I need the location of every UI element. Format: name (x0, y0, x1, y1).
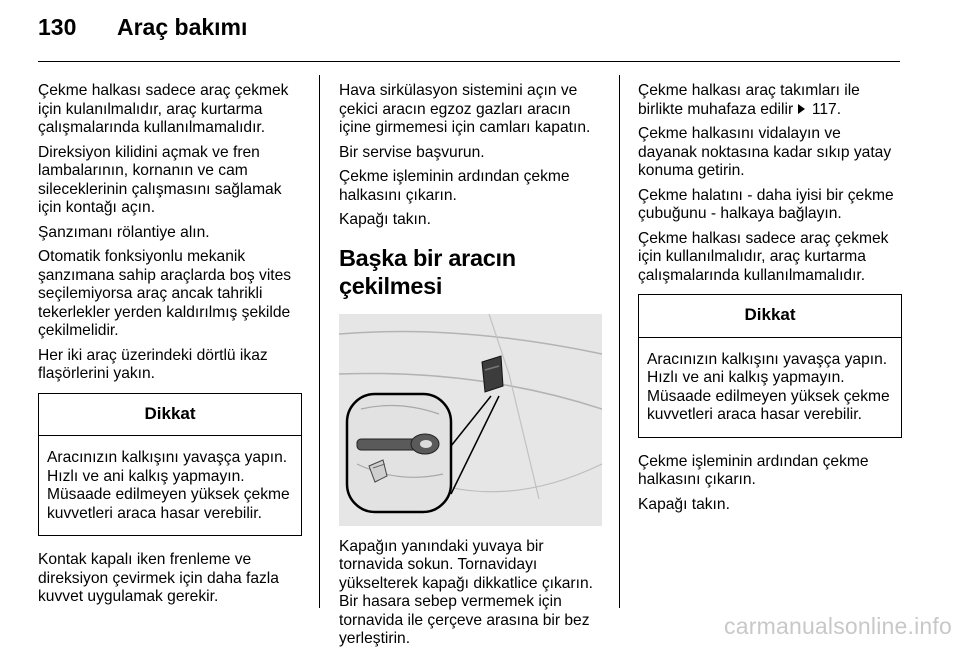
paragraph (638, 82, 902, 119)
page-title: Araç bakımı (117, 14, 248, 40)
column-1 (38, 82, 302, 613)
paragraph: Bir servise başvurun. (339, 143, 485, 161)
caution-notice (38, 393, 302, 537)
page-number: 130 (38, 14, 77, 40)
paragraph: Çekme işleminin ardından çekme halkasını çıkarın. (638, 452, 869, 488)
towing-eye-illustration (339, 314, 602, 526)
column-3 (638, 82, 902, 520)
paragraph: Çekme işleminin ardından çekme halkasını çıkarın. (339, 168, 570, 204)
caution-notice (638, 294, 902, 438)
column-divider-1 (319, 75, 320, 608)
column-divider-2 (619, 75, 620, 608)
paragraph: Kontak kapalı iken frenleme ve direksiyon çevirmek için daha fazla kuvvet uygulamak gerekir. (38, 551, 279, 605)
paragraph: Otomatik fonksiyonlu mekanik şanzımana sahip araçlarda boş vites seçilemiyorsa araç ancak tahrikli tekerlekler yerden kaldırılmış şekilde çekilmelidir. (38, 248, 292, 339)
paragraph: Çekme halkası sadece araç çekmek için kulanılmalıdır, araç kurtarma çalışmalarında kullanılmamalıdır. (38, 82, 289, 136)
notice-body: Aracınızın kalkışını yavaşça yapın. Hızlı ve ani kalkış yapmayın. Müsaade edilmeyen yüksek çekme kuvvetleri araca hasar verebilir. (47, 449, 290, 522)
watermark: carmanualsonline.info (724, 613, 952, 639)
header-divider (38, 61, 900, 62)
paragraph: Çekme halkasını vidalayın ve dayanak noktasına kadar sıkıp yatay konuma getirin. (638, 125, 892, 179)
notice-body: Aracınızın kalkışını yavaşça yapın. Hızlı ve ani kalkış yapmayın. Müsaade edilmeyen yüksek çekme kuvvetleri araca hasar verebilir. (647, 350, 890, 423)
towing-eye-figure (339, 314, 602, 526)
page-reference-icon (798, 104, 805, 114)
paragraph: Her iki araç üzerindeki dörtlü ikaz flaşörlerini yakın. (38, 346, 268, 382)
paragraph: Şanzımanı rölantiye alın. (38, 223, 210, 241)
notice-heading: Dikkat (639, 295, 901, 338)
notice-heading: Dikkat (39, 394, 301, 437)
column-2 (339, 82, 605, 655)
paragraph: Hava sirkülasyon sistemini açın ve çekici aracın egzoz gazları aracın içine girmemesi için camları kapatın. (339, 82, 591, 136)
paragraph: Direksiyon kilidini açmak ve fren lambalarının, kornanın ve cam sileceklerinin çalışmasını sağlamak için kontağı açın. (38, 143, 282, 216)
paragraph: Çekme halatını - daha iyisi bir çekme çubuğunu - halkaya bağlayın. (638, 186, 894, 222)
paragraph: Çekme halkası sadece araç çekmek için kullanılmalıdır, araç kurtarma çalışmalarında kullanılmamalıdır. (638, 229, 889, 284)
paragraph: Kapağın yanındaki yuvaya bir tornavida sokun. Tornavidayı yükselterek kapağı dikkatlice çıkarın. Bir hasara sebep vermemek için tornavida ile çerçeve arasına bir bez yerleştirin. (339, 537, 593, 647)
paragraph: Kapağı takın. (638, 495, 730, 513)
paragraph: Kapağı takın. (339, 211, 431, 228)
page-reference: 117. (811, 100, 842, 118)
paragraph-text: Çekme halkası araç takımları ile birlikte muhafaza edilir (638, 82, 860, 118)
section-heading: Başka bir aracın çekilmesi (339, 244, 516, 299)
